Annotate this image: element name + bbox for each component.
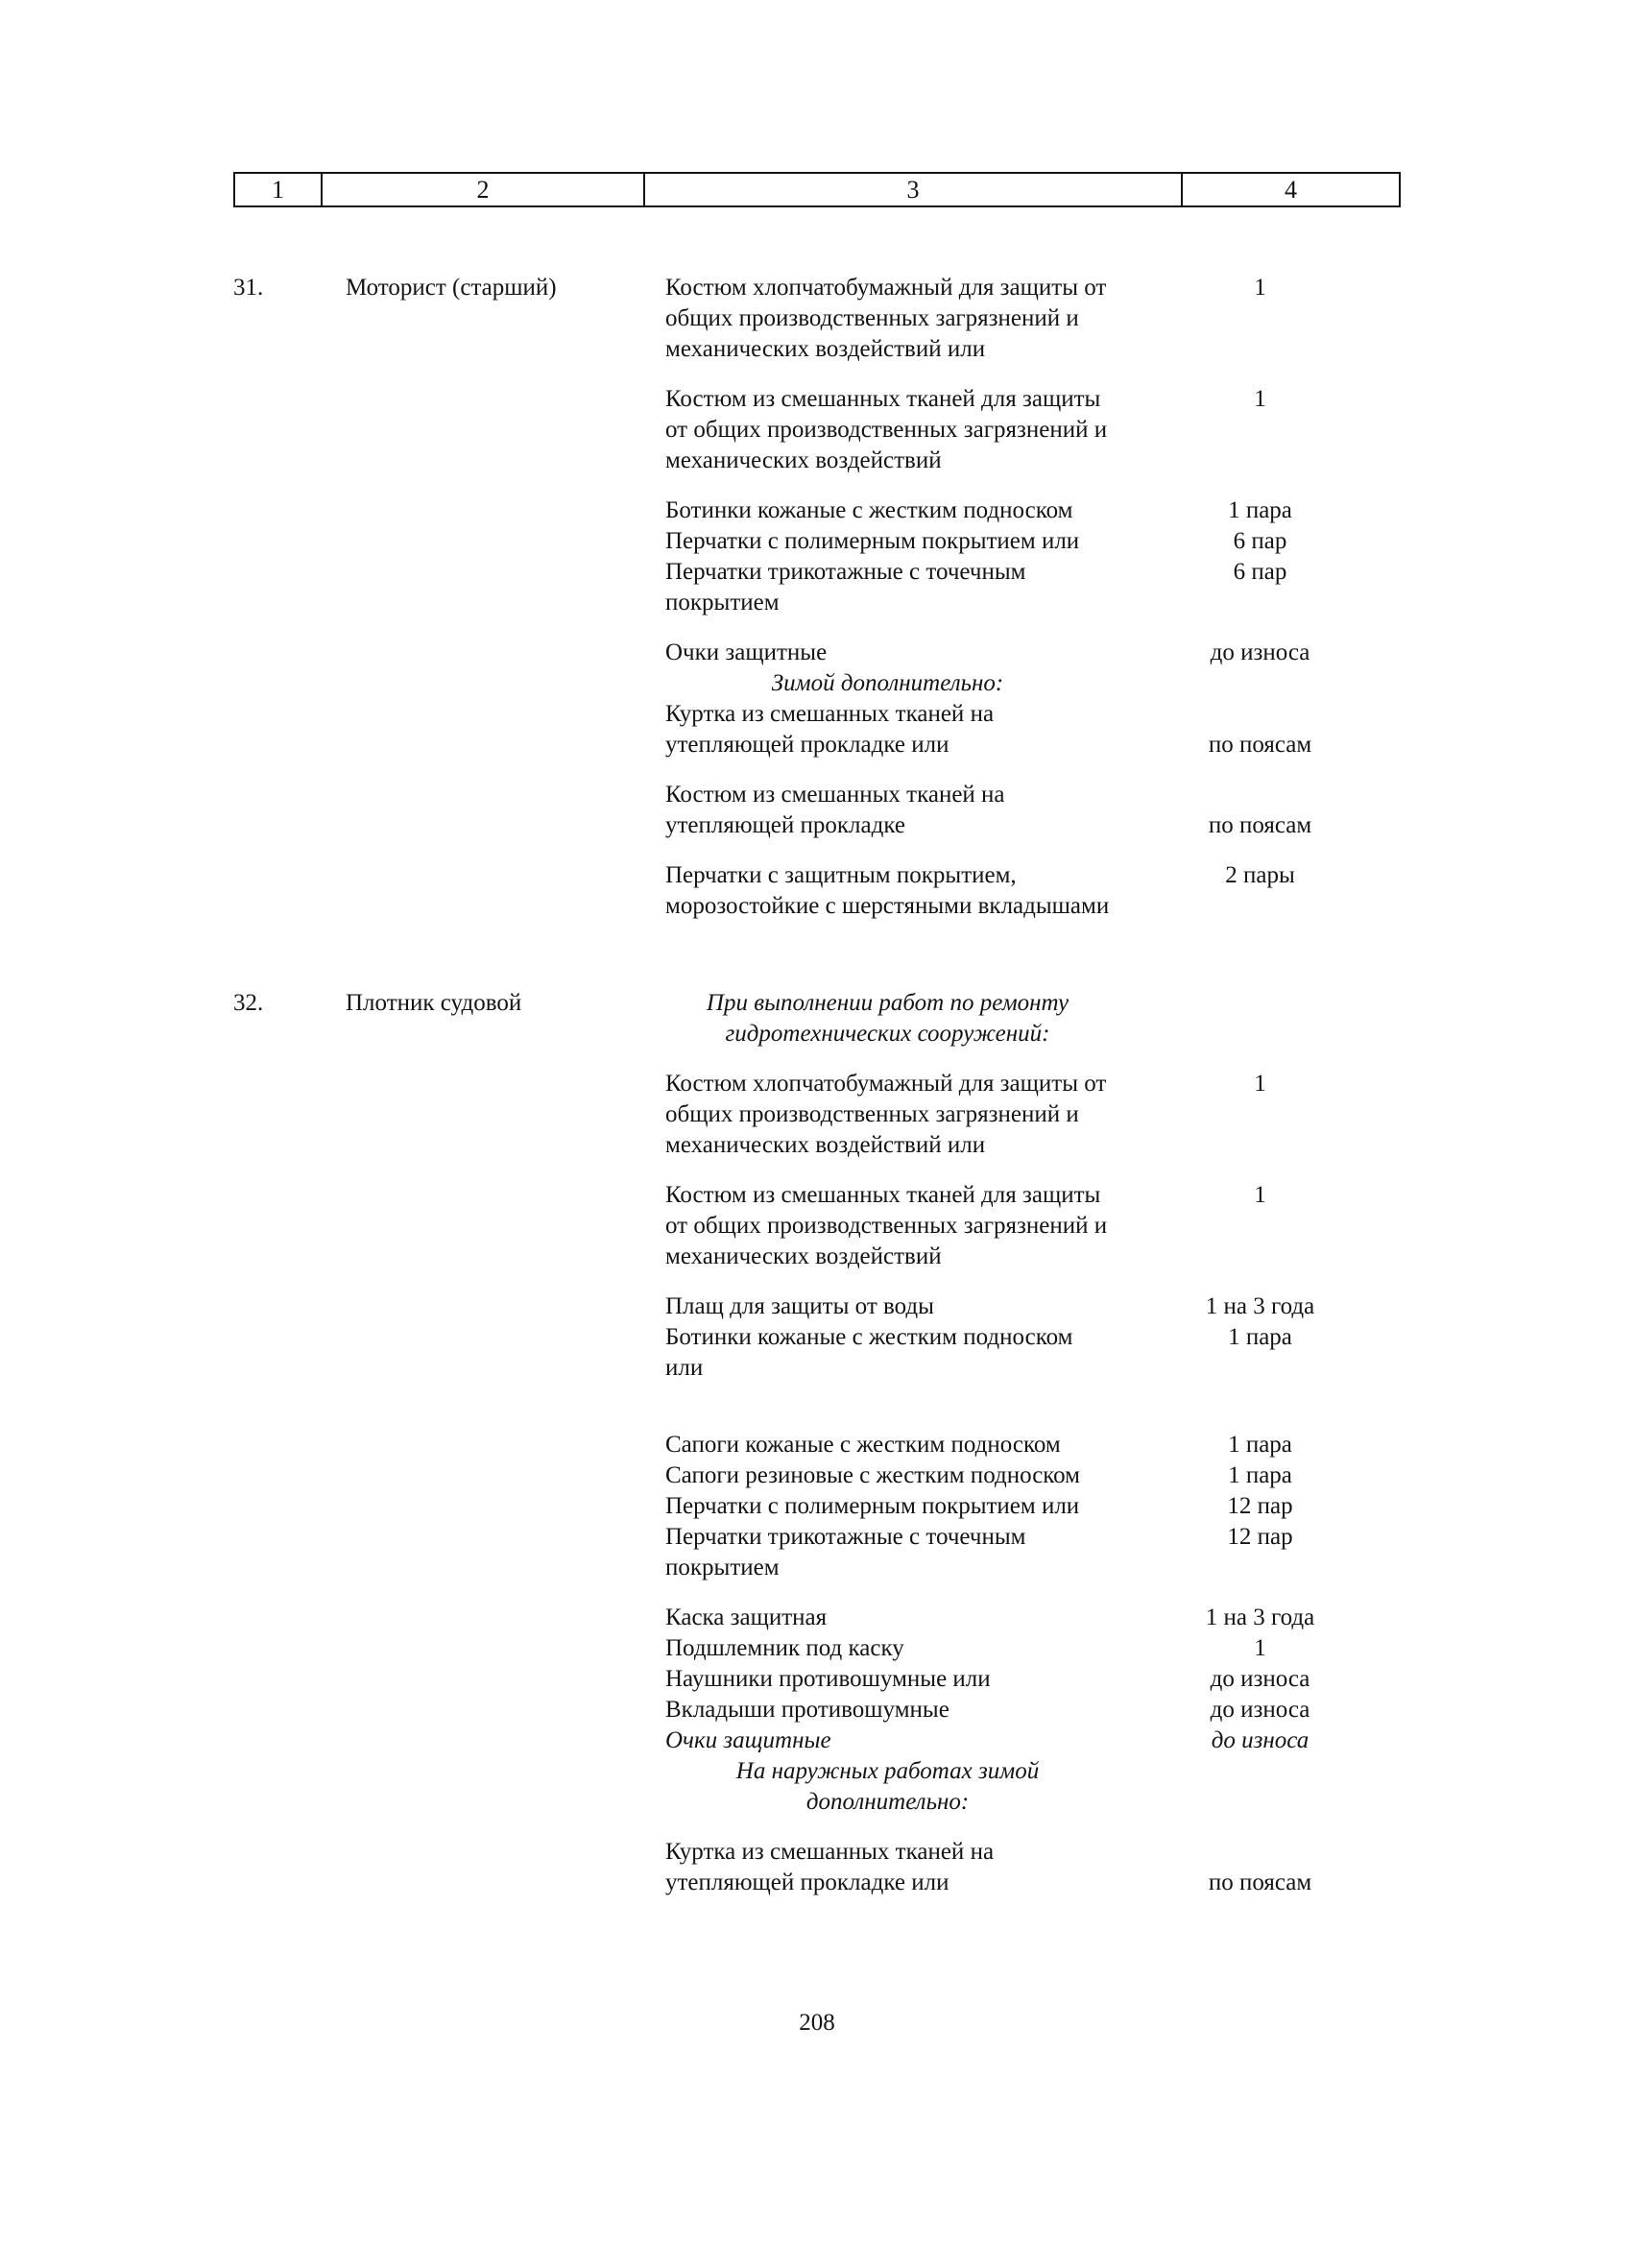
item-description: Перчатки с защитным покрытием, морозостойкие с шерстяными вкладышами	[665, 862, 1110, 919]
entry-items	[665, 988, 1401, 1898]
header-col-2: 2	[321, 174, 643, 205]
item-description: Очки защитные	[665, 639, 828, 665]
list-item	[665, 1603, 1401, 1633]
item-description: Наушники противошумные или	[665, 1666, 991, 1692]
list-item	[665, 273, 1401, 365]
section-subheading: Зимой дополнительно:	[771, 670, 1004, 696]
item-description: Сапоги резиновые с жестким подноском	[665, 1462, 1081, 1488]
list-item	[665, 1522, 1401, 1583]
item-description: Перчатки с полимерным покрытием или	[665, 1493, 1080, 1519]
item-description: Костюм из смешанных тканей для защиты от общих производственных загрязнений и механических воздействий	[665, 386, 1108, 473]
item-quantity: 1 пара	[1228, 1432, 1292, 1458]
list-item	[665, 1837, 1401, 1898]
item-quantity: 1 на 3 года	[1205, 1293, 1315, 1319]
item-description: Плащ для защиты от воды	[665, 1293, 934, 1319]
item-quantity: 1	[1254, 1182, 1266, 1208]
item-quantity: 1	[1254, 275, 1266, 301]
item-quantity: 1	[1254, 1635, 1266, 1661]
item-quantity: до износа	[1210, 639, 1310, 665]
list-item	[665, 860, 1401, 922]
table-header-row	[233, 172, 1401, 207]
list-item	[665, 1491, 1401, 1522]
item-description: Куртка из смешанных тканей на утепляющей прокладке или	[665, 701, 995, 758]
list-item	[665, 780, 1401, 841]
list-item	[665, 638, 1401, 668]
header-col-3: 3	[643, 174, 1181, 205]
section-subheading: На наружных работах зимой дополнительно:	[735, 1758, 1040, 1815]
list-item	[665, 1430, 1401, 1460]
list-item	[665, 1322, 1401, 1384]
item-description: Костюм хлопчатобумажный для защиты от общих производственных загрязнений и механических воздействий или	[665, 275, 1107, 362]
item-description: Перчатки трикотажные с точечным покрытием	[665, 559, 1026, 615]
list-item	[665, 557, 1401, 618]
list-item	[665, 699, 1401, 760]
item-quantity: 6 пар	[1233, 528, 1287, 554]
list-item	[665, 1069, 1401, 1161]
list-item	[665, 1180, 1401, 1272]
item-quantity: 12 пар	[1227, 1524, 1293, 1550]
item-quantity: по поясам	[1208, 732, 1312, 758]
item-description: Костюм из смешанных тканей на утепляющей прокладке	[665, 782, 1005, 838]
item-description: Подшлемник под каску	[665, 1635, 904, 1661]
page-number: 208	[799, 2010, 835, 2036]
list-item	[665, 1291, 1401, 1322]
item-description: Ботинки кожаные с жестким подноском или	[665, 1324, 1073, 1381]
entry-role: Плотник судовой	[346, 990, 522, 1016]
item-description: Перчатки трикотажные с точечным покрытием	[665, 1524, 1026, 1580]
item-quantity: по поясам	[1208, 1870, 1312, 1895]
item-description: Вкладыши противошумные	[665, 1697, 949, 1723]
list-item	[665, 1633, 1401, 1664]
item-description: Костюм хлопчатобумажный для защиты от общих производственных загрязнений и механических воздействий или	[665, 1071, 1107, 1158]
item-quantity: 1	[1254, 386, 1266, 412]
item-quantity: до износа	[1210, 1666, 1310, 1692]
entry-number: 31.	[233, 275, 264, 301]
item-quantity: 12 пар	[1227, 1493, 1293, 1519]
item-quantity: 1 пара	[1228, 1462, 1292, 1488]
item-description: Ботинки кожаные с жестким подноском	[665, 497, 1073, 523]
item-quantity: 1 на 3 года	[1205, 1604, 1315, 1630]
item-quantity: по поясам	[1208, 812, 1312, 838]
item-quantity: 6 пар	[1233, 559, 1287, 585]
list-item	[665, 495, 1401, 526]
list-item	[665, 384, 1401, 476]
item-description: Перчатки с полимерным покрытием или	[665, 528, 1080, 554]
list-item	[665, 1664, 1401, 1695]
item-quantity: 1	[1254, 1071, 1266, 1097]
list-item	[665, 526, 1401, 557]
item-quantity: 2 пары	[1225, 862, 1295, 888]
header-col-1: 1	[272, 176, 284, 204]
item-quantity: до износа	[1211, 1727, 1310, 1753]
item-quantity: 1 пара	[1228, 1324, 1292, 1350]
list-item	[665, 1695, 1401, 1725]
item-description: Очки защитные	[665, 1727, 831, 1753]
item-description: Куртка из смешанных тканей на утепляющей прокладке или	[665, 1839, 995, 1895]
entry-items	[665, 273, 1401, 922]
item-description: Сапоги кожаные с жестким подноском	[665, 1432, 1061, 1458]
item-quantity: 1 пара	[1228, 497, 1292, 523]
entry-role: Моторист (старший)	[346, 275, 557, 301]
list-item	[665, 1460, 1401, 1491]
entry-number: 32.	[233, 990, 264, 1016]
header-col-4: 4	[1181, 174, 1399, 205]
item-description: Костюм из смешанных тканей для защиты от общих производственных загрязнений и механических воздействий	[665, 1182, 1108, 1269]
item-description: Каска защитная	[665, 1604, 828, 1630]
list-item	[665, 1725, 1401, 1756]
section-subheading: При выполнении работ по ремонту гидротехнических сооружений:	[706, 990, 1069, 1047]
item-quantity: до износа	[1210, 1697, 1310, 1723]
